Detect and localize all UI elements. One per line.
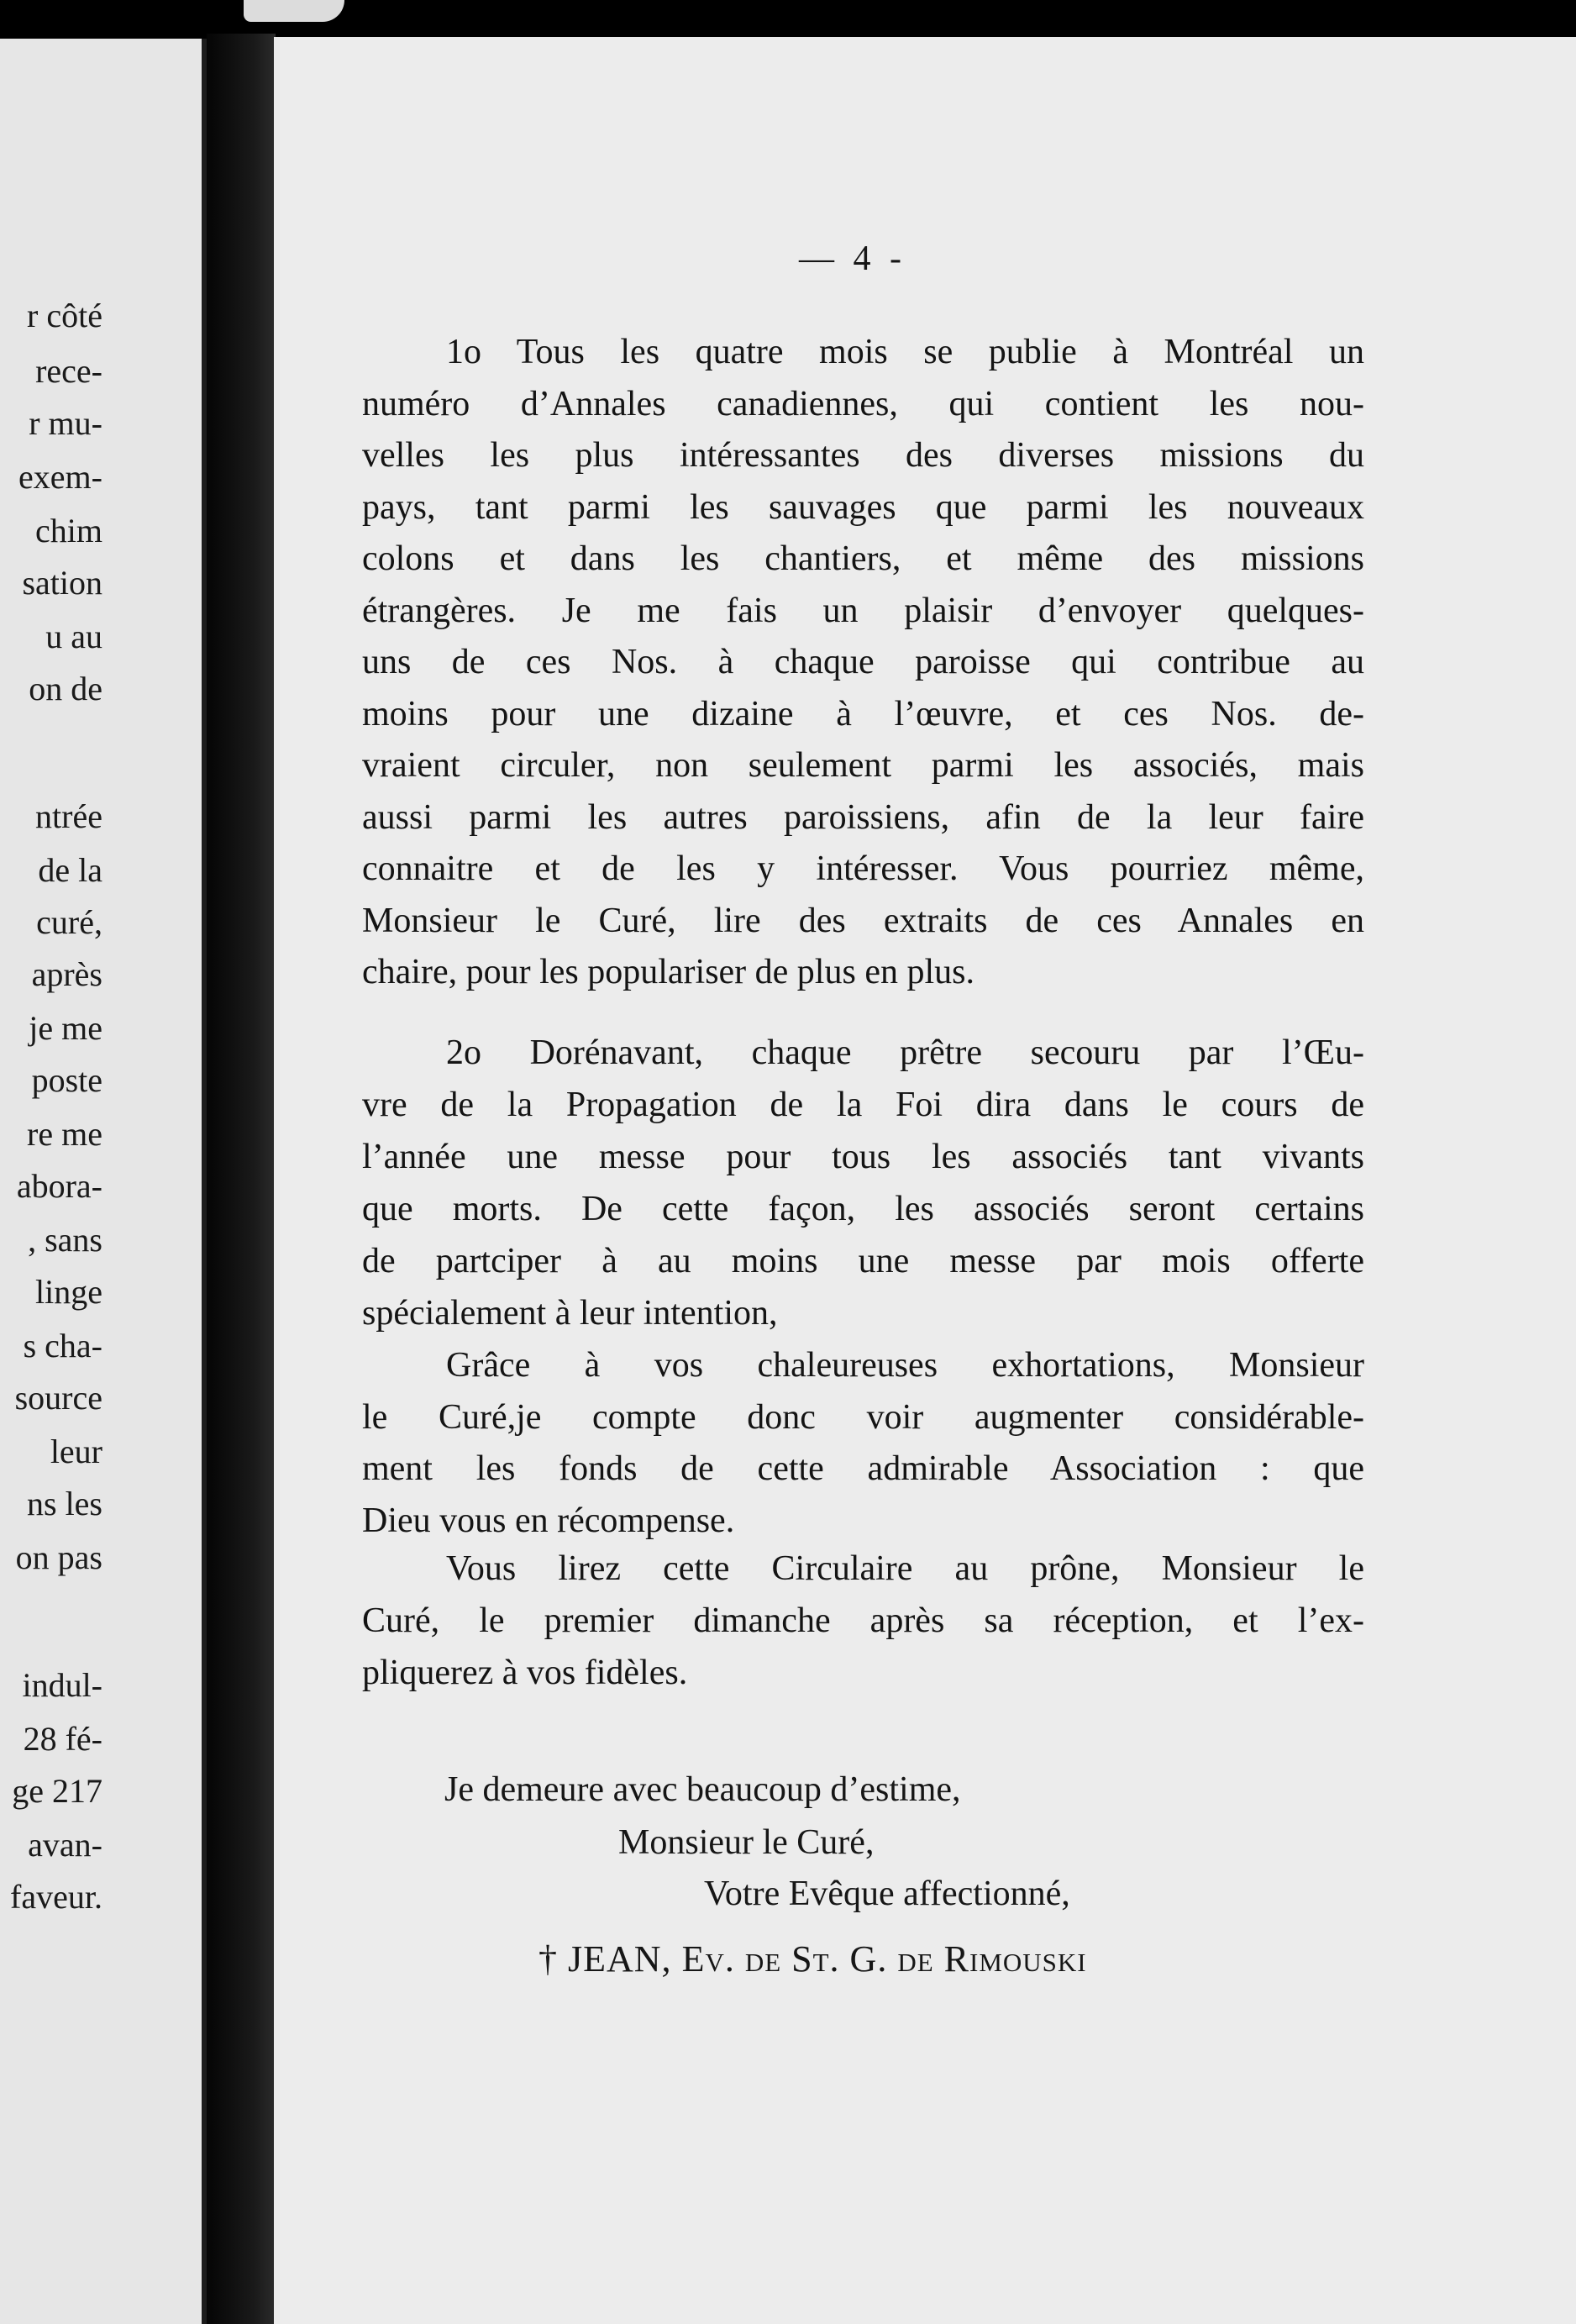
left-page-line: indul- <box>22 1666 102 1704</box>
left-page <box>0 39 207 2324</box>
left-page-line: curé, <box>36 903 102 941</box>
left-page-line: re me <box>27 1115 102 1153</box>
text-line: vraient circuler, non seulement parmi les associés, mais <box>362 746 1364 785</box>
left-page-line: faveur. <box>10 1878 102 1916</box>
text-line: que morts. De cette façon, les associés seront certains <box>362 1190 1364 1228</box>
scan-corner-artifact <box>244 0 344 22</box>
left-page-line: source <box>14 1379 102 1417</box>
left-page-line: ntrée <box>35 797 102 835</box>
text-line: le Curé,je compte donc voir augmenter considérable- <box>362 1397 1364 1437</box>
signature-title: Ev. de St. G. de Rimouski <box>681 1938 1087 1980</box>
text-line: Grâce à vos chaleureuses exhortations, Monsieur <box>446 1346 1364 1385</box>
text-line: connaitre et de les y intéresser. Vous pourriez même, <box>362 849 1364 888</box>
text-line: Dieu vous en récompense. <box>362 1501 735 1540</box>
left-page-line: r mu- <box>29 404 102 442</box>
closing-line-3: Votre Evêque affectionné, <box>704 1874 1070 1913</box>
left-page-line: sation <box>22 564 102 602</box>
right-page <box>274 37 1576 2324</box>
left-page-line: ns les <box>27 1485 102 1522</box>
left-page-line: rece- <box>35 352 102 390</box>
text-line: Curé, le premier dimanche après sa réception, et l’ex- <box>362 1601 1364 1640</box>
left-page-line: on pas <box>15 1538 102 1576</box>
text-line: Monsieur le Curé, lire des extraits de ces Annales en <box>362 901 1364 940</box>
closing-line-2: Monsieur le Curé, <box>618 1823 875 1862</box>
book-spine <box>207 34 276 2324</box>
text-line: pays, tant parmi les sauvages que parmi les nouveaux <box>362 487 1364 527</box>
scan-top-border <box>0 0 1576 37</box>
left-page-line: abora- <box>16 1167 102 1205</box>
text-line: aussi parmi les autres paroissiens, afin de la leur faire <box>362 797 1364 837</box>
page-number: — 4 - <box>799 239 906 278</box>
text-line: spécialement à leur intention, <box>362 1294 778 1333</box>
text-line: l’année une messe pour tous les associés tant vivants <box>362 1138 1364 1176</box>
text-line: ment les fonds de cette admirable Association : que <box>362 1449 1364 1488</box>
left-page-line: , sans <box>28 1221 102 1259</box>
left-page-line: linge <box>35 1273 102 1311</box>
left-page-line: leur <box>50 1433 102 1470</box>
left-page-line: avan- <box>28 1826 102 1864</box>
left-page-line: je me <box>29 1009 102 1047</box>
left-page-line: u au <box>45 618 102 655</box>
left-page-line: r côté <box>27 297 102 334</box>
signature <box>538 1938 1087 1980</box>
text-line: Vous lirez cette Circulaire au prône, Monsieur le <box>446 1549 1364 1588</box>
text-line: de partciper à au moins une messe par mois offerte <box>362 1242 1364 1280</box>
left-page-line: après <box>31 955 102 993</box>
signature-name: JEAN, <box>568 1938 672 1980</box>
cross-symbol: † <box>538 1938 558 1980</box>
text-line: colons et dans les chantiers, et même des missions <box>362 539 1364 578</box>
left-page-line: s cha- <box>23 1327 102 1364</box>
text-line: velles les plus intéressantes des diverses missions du <box>362 436 1364 475</box>
left-page-line: ge 217 <box>12 1772 102 1810</box>
text-line: 1o Tous les quatre mois se publie à Montréal un <box>446 333 1364 371</box>
text-line: vre de la Propagation de la Foi dira dans le cours de <box>362 1086 1364 1124</box>
text-line: pliquerez à vos fidèles. <box>362 1654 688 1692</box>
closing-line-1: Je demeure avec beaucoup d’estime, <box>444 1770 961 1809</box>
left-page-line: poste <box>31 1061 102 1099</box>
left-page-line: exem- <box>18 458 102 496</box>
text-line: uns de ces Nos. à chaque paroisse qui contribue au <box>362 643 1364 681</box>
text-line: étrangères. Je me fais un plaisir d’envoyer quelques- <box>362 591 1364 630</box>
text-line: chaire, pour les populariser de plus en plus. <box>362 953 974 991</box>
text-line: numéro d’Annales canadiennes, qui contient les nou- <box>362 384 1364 423</box>
text-line: moins pour une dizaine à l’œuvre, et ces Nos. de- <box>362 694 1364 733</box>
left-page-line: chim <box>35 512 102 549</box>
left-page-line: de la <box>38 851 102 889</box>
left-page-line: 28 fé- <box>23 1720 102 1758</box>
text-line: 2o Dorénavant, chaque prêtre secouru par l’Œu- <box>446 1033 1364 1072</box>
left-page-line: on de <box>29 670 102 707</box>
